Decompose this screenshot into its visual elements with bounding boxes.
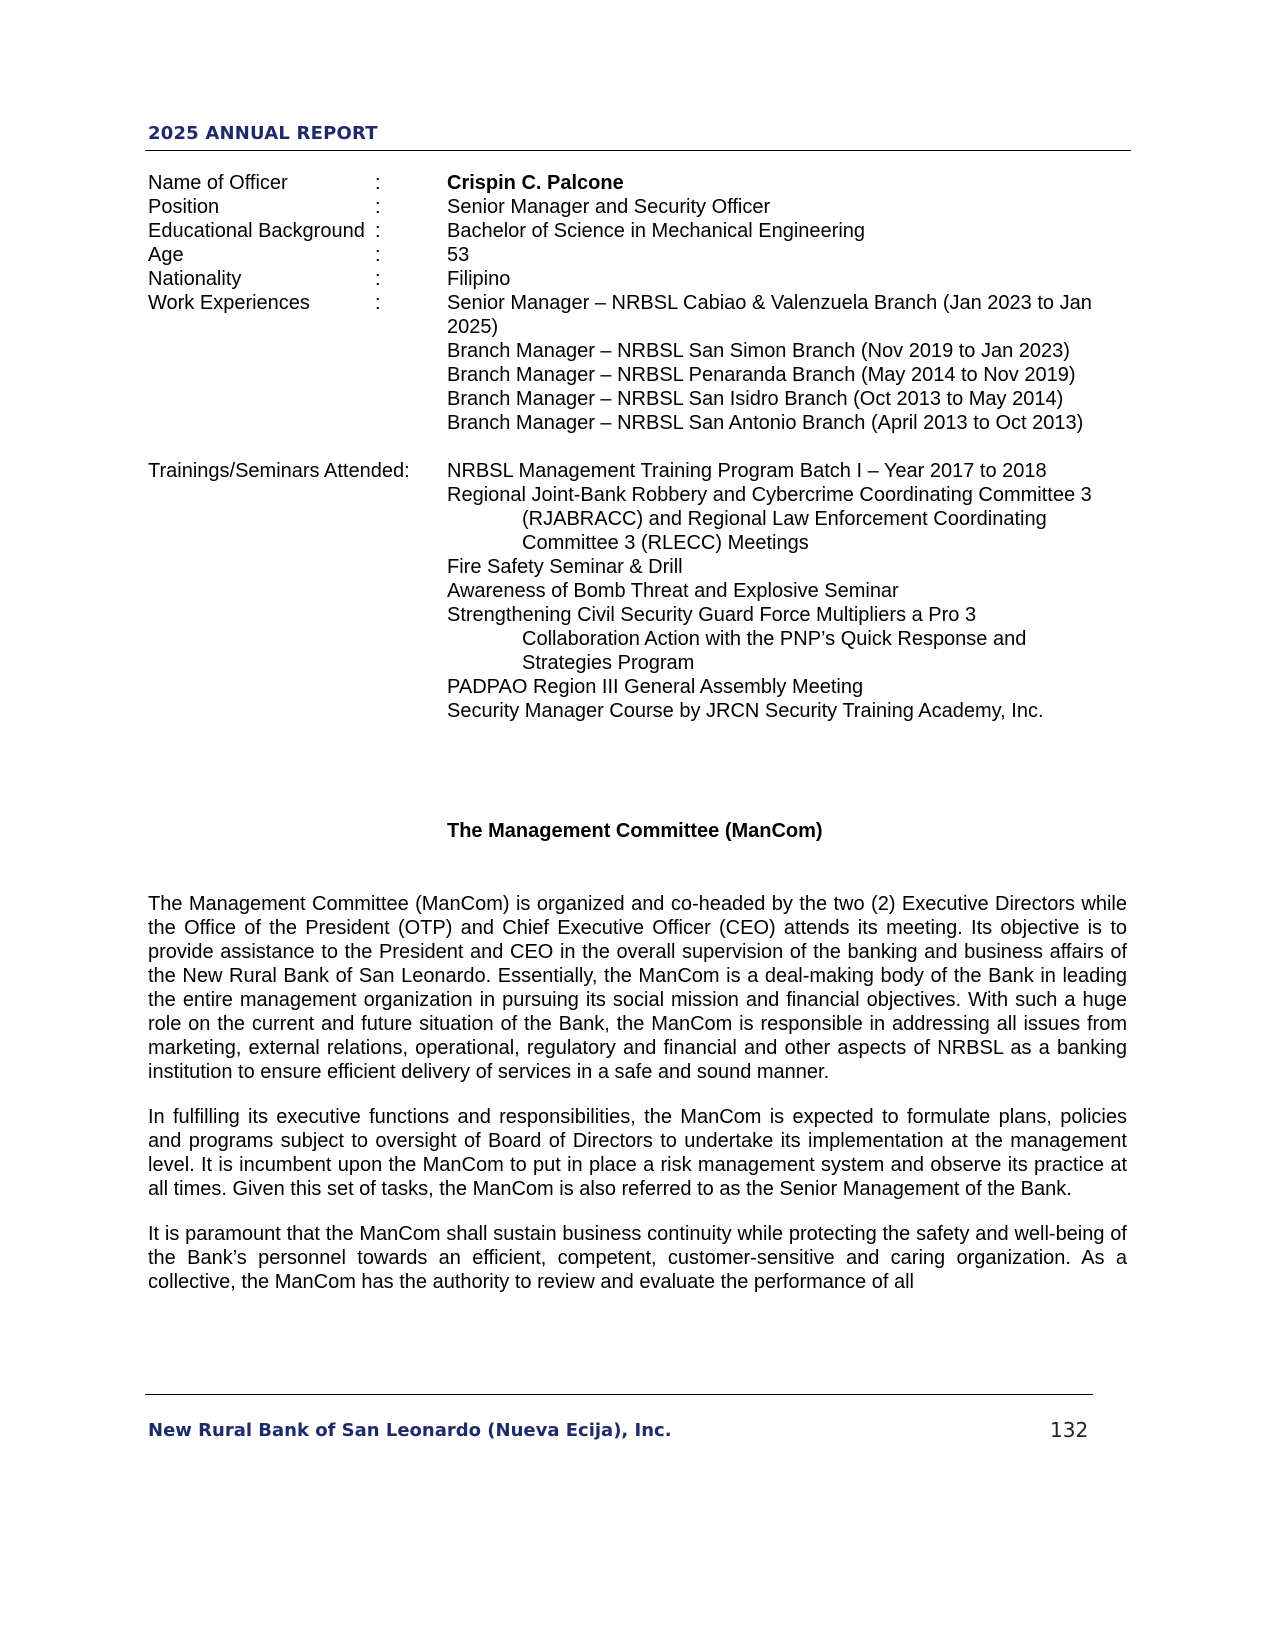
training-item: Committee 3 (RLECC) Meetings — [522, 532, 809, 554]
footer-org-name: New Rural Bank of San Leonardo (Nueva Ecija), Inc. — [148, 1420, 672, 1441]
profile-row-position — [148, 195, 1133, 219]
position-value: Senior Manager and Security Officer — [447, 196, 771, 218]
nationality-value: Filipino — [447, 268, 511, 290]
colon: : — [375, 292, 381, 314]
training-item: NRBSL Management Training Program Batch I – Year 2017 to 2018 — [447, 460, 1047, 482]
work-item: Branch Manager – NRBSL San Isidro Branch (Oct 2013 to May 2014) — [447, 388, 1064, 410]
report-header-title: 2025 ANNUAL REPORT — [148, 123, 378, 144]
page-number: 132 — [1050, 1418, 1089, 1442]
work-experience-list — [447, 291, 1133, 435]
profile-row-nationality — [148, 267, 1133, 291]
section-title: The Management Committee (ManCom) — [447, 820, 823, 842]
work-item: Branch Manager – NRBSL San Simon Branch (Nov 2019 to Jan 2023) — [447, 340, 1070, 362]
work-item: Branch Manager – NRBSL Penaranda Branch (May 2014 to Nov 2019) — [447, 364, 1076, 386]
training-item: Collaboration Action with the PNP’s Quick Response and — [522, 628, 1027, 650]
profile-row-age — [148, 243, 1133, 267]
training-item: Awareness of Bomb Threat and Explosive Seminar — [447, 580, 899, 602]
age-label: Age — [148, 244, 184, 266]
training-item: Fire Safety Seminar & Drill — [447, 556, 683, 578]
training-item: Regional Joint-Bank Robbery and Cybercrime Coordinating Committee 3 — [447, 484, 1092, 506]
training-item: Strengthening Civil Security Guard Force Multipliers a Pro 3 — [447, 604, 977, 626]
training-item: (RJABRACC) and Regional Law Enforcement Coordinating — [522, 508, 1047, 530]
paragraph: The Management Committee (ManCom) is organized and co-headed by the two (2) Executive Directors while the Office of the President (OTP) and Chief Executive Officer (CEO) attends its meeting. Its objective is to provide assistance to the President and CEO in the overall supervision of the banking and business affairs of the New Rural Bank of San Leonardo. Essentially, the ManCom is a deal-making body of the Bank in leading the entire management organization in pursuing its social mission and financial objectives. With such a huge role on the current and future situation of the Bank, the ManCom is responsible in addressing all issues from marketing, external relations, operational, regulatory and financial and other aspects of NRBSL as a banking institution to ensure efficient delivery of services in a safe and sound manner. — [148, 893, 1127, 1083]
work-item: Senior Manager – NRBSL Cabiao & Valenzuela Branch (Jan 2023 to Jan — [447, 292, 1092, 314]
profile-row-name — [148, 171, 1133, 195]
colon: : — [375, 196, 381, 218]
work-item: Branch Manager – NRBSL San Antonio Branch (April 2013 to Oct 2013) — [447, 412, 1084, 434]
training-item: PADPAO Region III General Assembly Meeting — [447, 676, 864, 698]
position-label: Position — [148, 196, 220, 218]
education-label: Educational Background — [148, 220, 365, 242]
trainings-list — [447, 459, 1133, 723]
officer-name: Crispin C. Palcone — [447, 172, 624, 194]
paragraph: It is paramount that the ManCom shall sustain business continuity while protecting the safety and well-being of the Bank’s personnel towards an efficient, competent, customer-sensitive and caring organization. As a collective, the ManCom has the authority to review and evaluate the performance of all — [148, 1223, 1127, 1293]
header-divider — [145, 150, 1131, 151]
profile-row-trainings — [148, 459, 1133, 723]
age-value: 53 — [447, 244, 470, 266]
work-label: Work Experiences — [148, 292, 310, 314]
work-item: 2025) — [447, 316, 499, 338]
name-label: Name of Officer — [148, 172, 288, 194]
colon: : — [375, 172, 381, 194]
colon: : — [375, 268, 381, 290]
education-value: Bachelor of Science in Mechanical Engineering — [447, 220, 866, 242]
trainings-label: Trainings/Seminars Attended: — [148, 460, 410, 482]
mancom-body — [148, 892, 1127, 1315]
paragraph: In fulfilling its executive functions and responsibilities, the ManCom is expected to formulate plans, policies and programs subject to oversight of Board of Directors to undertake its implementation at the management level. It is incumbent upon the ManCom to put in place a risk management system and observe its practice at all times. Given this set of tasks, the ManCom is also referred to as the Senior Management of the Bank. — [148, 1106, 1127, 1200]
profile-row-education — [148, 219, 1133, 243]
officer-profile — [148, 171, 1133, 723]
nationality-label: Nationality — [148, 268, 242, 290]
profile-row-work — [148, 291, 1133, 435]
training-item: Strategies Program — [522, 652, 695, 674]
training-item: Security Manager Course by JRCN Security Training Academy, Inc. — [447, 700, 1044, 722]
footer-divider — [145, 1394, 1093, 1395]
colon: : — [375, 220, 381, 242]
colon: : — [375, 244, 381, 266]
